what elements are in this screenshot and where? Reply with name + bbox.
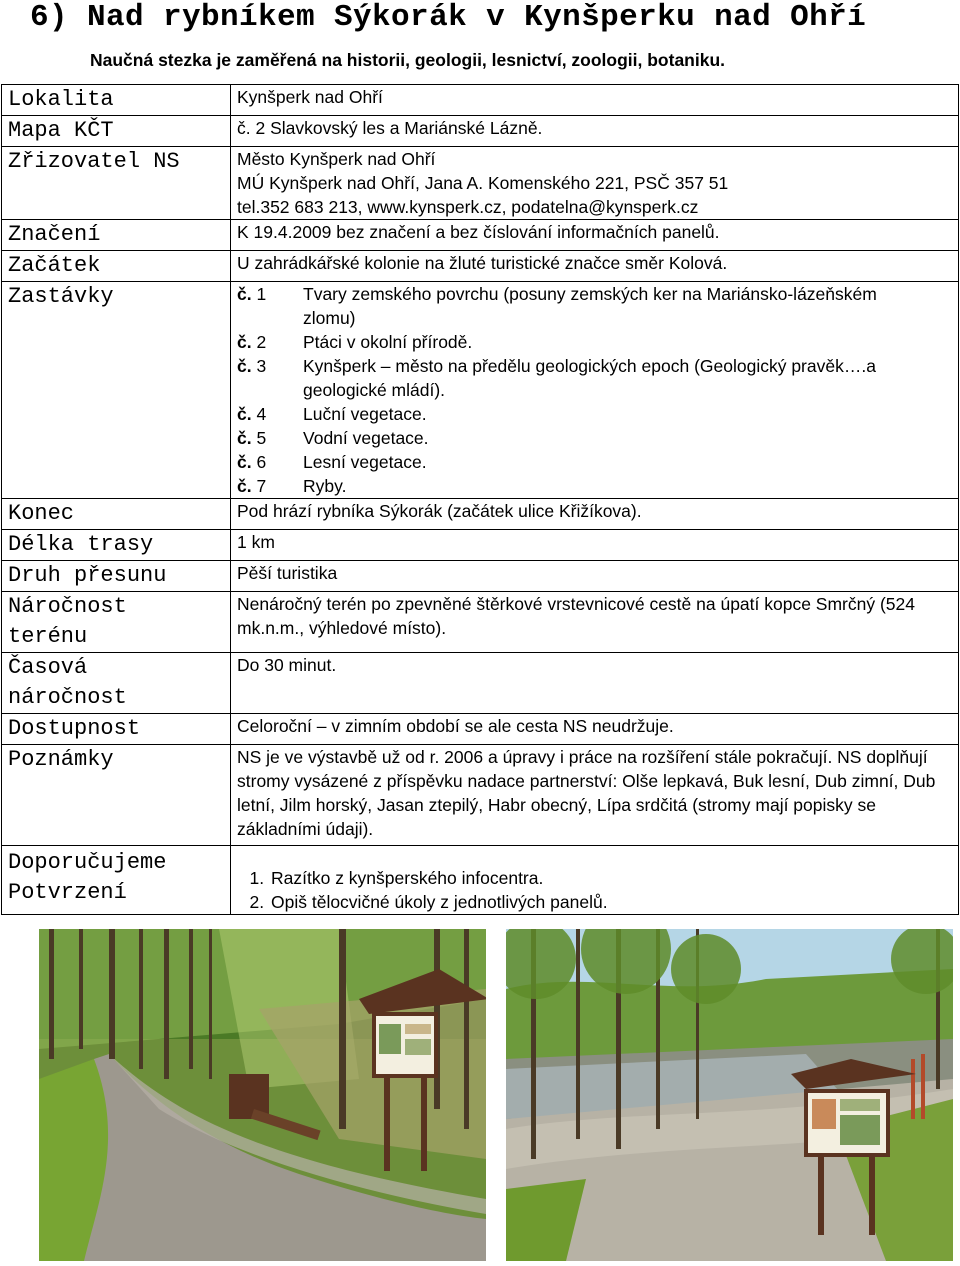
value-narocnost-terenu: Nenáročný terén po zpevněné štěrkové vrstevnicové cestě na úpatí kopce Smrčný (524 mk.n.m., výhledové místo).	[231, 592, 959, 653]
value-konec: Pod hrází rybníka Sýkorák (začátek ulice Křižíkova).	[231, 499, 959, 530]
value-zrizovatel	[231, 147, 959, 220]
page-title: 6) Nad rybníkem Sýkorák v Kynšperku nad Ohří	[30, 0, 867, 35]
stop-text: Ryby.	[303, 476, 347, 496]
row-doporucujeme	[2, 846, 959, 915]
value-mapa: č. 2 Slavkovský les a Mariánské Lázně.	[231, 116, 959, 147]
stop-number: 7	[256, 476, 267, 496]
photo-pond-path	[506, 929, 953, 1261]
label-line: Náročnost	[8, 594, 127, 619]
stop-item	[237, 450, 952, 474]
stop-item	[237, 282, 952, 330]
stop-prefix: č.	[237, 404, 252, 424]
stop-number: 6	[256, 452, 267, 472]
label-line: Doporučujeme	[8, 850, 167, 875]
photo-forest-path	[39, 929, 486, 1261]
label-lokalita: Lokalita	[2, 85, 231, 116]
row-casova	[2, 653, 959, 714]
stop-prefix: č.	[237, 284, 252, 304]
value-znaceni: K 19.4.2009 bez značení a bez číslování informačních panelů.	[231, 220, 959, 251]
stop-number: 2	[256, 332, 267, 352]
row-lokalita	[2, 85, 959, 116]
row-dostupnost	[2, 714, 959, 745]
stop-text: Vodní vegetace.	[303, 428, 429, 448]
value-doporucujeme	[231, 846, 959, 915]
stop-number: 3	[256, 356, 267, 376]
row-zrizovatel	[2, 147, 959, 220]
label-doporucujeme	[2, 846, 231, 915]
stop-item	[237, 330, 952, 354]
zrizovatel-contact: tel.352 683 213, www.kynsperk.cz, podatelna@kynsperk.cz	[237, 197, 699, 217]
stop-number: 1	[256, 284, 267, 304]
row-zastavky	[2, 282, 959, 499]
label-mapa: Mapa KČT	[2, 116, 231, 147]
stop-item	[237, 354, 952, 402]
label-dostupnost: Dostupnost	[2, 714, 231, 745]
row-zacatek	[2, 251, 959, 282]
stop-text: Ptáci v okolní přírodě.	[303, 332, 473, 352]
row-mapa	[2, 116, 959, 147]
list-item: 2. Opiš tělocvičné úkoly z jednotlivých panelů.	[269, 890, 952, 914]
value-zacatek: U zahrádkářské kolonie na žluté turistické značce směr Kolová.	[231, 251, 959, 282]
row-znaceni	[2, 220, 959, 251]
value-delka: 1 km	[231, 530, 959, 561]
stop-prefix: č.	[237, 356, 252, 376]
stop-number: 5	[256, 428, 267, 448]
label-zastavky: Zastávky	[2, 282, 231, 499]
label-line: Potvrzení	[8, 880, 127, 905]
value-poznamky: NS je ve výstavbě už od r. 2006 a úpravy i práce na rozšíření stále pokračují. NS doplňují stromy vysázené z příspěvku nadace partnerství: Olše lepkavá, Buk lesní, Dub zimní, Dub letní, Jilm horský, Jasan ztepilý, Habr obecný, Lípa srdčitá (stromy mají popisky se základními údaji).	[231, 745, 959, 846]
zrizovatel-line: Město Kynšperk nad Ohří	[237, 149, 436, 169]
label-znaceni: Značení	[2, 220, 231, 251]
value-zastavky	[231, 282, 959, 499]
row-druh	[2, 561, 959, 592]
stop-item	[237, 426, 952, 450]
label-zrizovatel: Zřizovatel NS	[2, 147, 231, 220]
zrizovatel-address: MÚ Kynšperk nad Ohří, Jana A. Komenského 221, PSČ 357 51	[237, 173, 729, 193]
row-narocnost-terenu	[2, 592, 959, 653]
stop-text: Luční vegetace.	[303, 404, 427, 424]
list-item: 1. Razítko z kynšperského infocentra.	[269, 866, 952, 890]
stop-text: Kynšperk – město na předělu geologických epoch (Geologický pravěk….a geologické mládí).	[303, 356, 876, 400]
value-druh: Pěší turistika	[231, 561, 959, 592]
value-lokalita: Kynšperk nad Ohří	[231, 85, 959, 116]
label-zacatek: Začátek	[2, 251, 231, 282]
row-konec	[2, 499, 959, 530]
label-line: Časová	[8, 655, 88, 680]
stop-text: Tvary zemského povrchu (posuny zemských ker na Mariánsko-lázeňském zlomu)	[303, 284, 877, 328]
stop-item	[237, 474, 952, 498]
value-dostupnost: Celoroční – v zimním období se ale cesta NS neudržuje.	[231, 714, 959, 745]
label-line: terénu	[8, 624, 88, 649]
stop-number: 4	[256, 404, 267, 424]
stop-text: Lesní vegetace.	[303, 452, 427, 472]
label-narocnost-terenu	[2, 592, 231, 653]
row-poznamky	[2, 745, 959, 846]
label-casova	[2, 653, 231, 714]
trail-info-table	[1, 84, 959, 915]
confirmation-list	[237, 866, 952, 914]
stop-prefix: č.	[237, 332, 252, 352]
label-druh: Druh přesunu	[2, 561, 231, 592]
stop-item	[237, 402, 952, 426]
stop-prefix: č.	[237, 452, 252, 472]
page-subtitle: Naučná stezka je zaměřená na historii, geologii, lesnictví, zoologii, botaniku.	[90, 50, 726, 70]
value-casova: Do 30 minut.	[231, 653, 959, 714]
label-poznamky: Poznámky	[2, 745, 231, 846]
stop-prefix: č.	[237, 476, 252, 496]
row-delka	[2, 530, 959, 561]
label-delka: Délka trasy	[2, 530, 231, 561]
label-konec: Konec	[2, 499, 231, 530]
label-line: náročnost	[8, 685, 127, 710]
stop-prefix: č.	[237, 428, 252, 448]
